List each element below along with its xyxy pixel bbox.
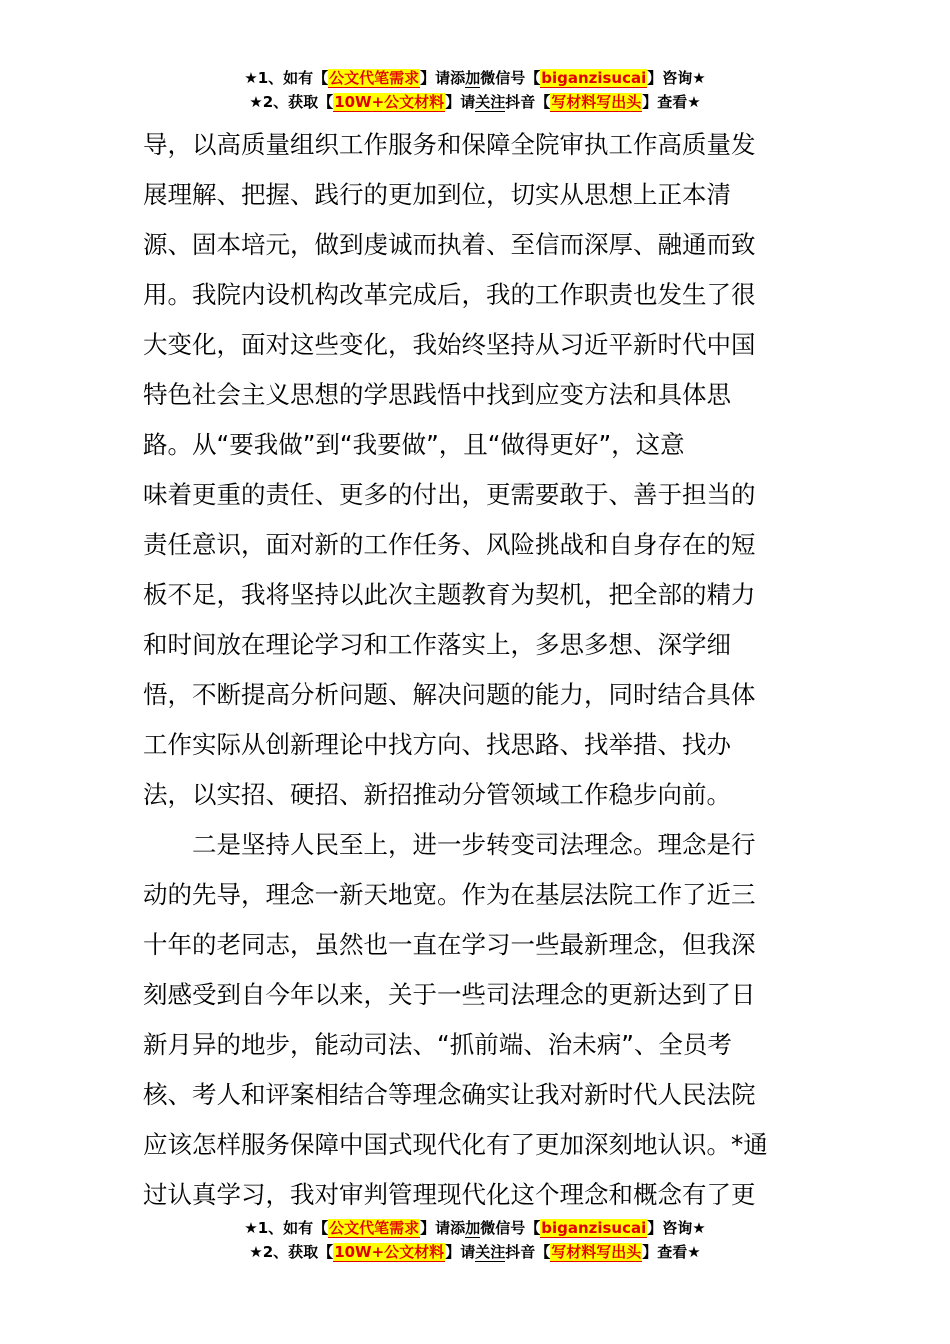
banner-text: 】请添 <box>420 69 466 87</box>
text-line: 大变化，面对这些变化，我始终坚持从习近平新时代中国 <box>143 330 756 359</box>
text-line: 新月异的地步，能动司法、“抓前端、治未病”、全员考 <box>143 1030 732 1059</box>
banner-highlight: 公文代笔需求 <box>329 1219 420 1237</box>
bottom-banner <box>0 1216 950 1264</box>
banner-text: 微信号【 <box>480 69 541 87</box>
text-line: 味着更重的责任、更多的付出，更需要敢于、善于担当的 <box>143 480 756 509</box>
text-line: 和时间放在理论学习和工作落实上，多思多想、深学细 <box>143 630 731 659</box>
banner-highlight: 10W+公文材料 <box>334 1243 445 1261</box>
banner-text: 】请 <box>445 1243 476 1261</box>
text-line: 用。我院内设机构改革完成后，我的工作职责也发生了很 <box>143 280 756 309</box>
banner-text: 】咨询★ <box>647 1219 706 1237</box>
text-line: 十年的老同志，虽然也一直在学习一些最新理念，但我深 <box>143 930 756 959</box>
text-line: 展理解、把握、践行的更加到位，切实从思想上正本清 <box>143 180 731 209</box>
text-line: 二是坚持人民至上，进一步转变司法理念。理念是行 <box>143 830 756 859</box>
banner-underline: 关注 <box>475 93 506 111</box>
banner-highlight: biganzisucai <box>541 1219 647 1237</box>
text-line: 工作实际从创新理论中找方向、找思路、找举措、找办 <box>143 730 731 759</box>
banner-text: ★2、获取【 <box>249 1243 334 1261</box>
banner-text: 抖音【 <box>505 1243 551 1261</box>
text-line: 应该怎样服务保障中国式现代化有了更加深刻地认识。*通 <box>143 1130 768 1159</box>
text-line: 过认真学习，我对审判管理现代化这个理念和概念有了更 <box>143 1180 756 1209</box>
banner-underline: 加 <box>465 1219 481 1237</box>
banner-line-1 <box>0 1216 950 1240</box>
text-line: 悟，不断提高分析问题、解决问题的能力，同时结合具体 <box>143 680 756 709</box>
banner-underline: 加 <box>465 69 481 87</box>
banner-highlight: 公文代笔需求 <box>329 69 420 87</box>
banner-text: ★1、如有【 <box>244 69 329 87</box>
banner-highlight: 写材料写出头 <box>551 1243 642 1261</box>
banner-underline: 关注 <box>475 1243 506 1261</box>
banner-text: 】请 <box>445 93 476 111</box>
banner-line-2 <box>0 1240 950 1264</box>
banner-text: 】请添 <box>420 1219 466 1237</box>
top-banner <box>0 66 950 114</box>
banner-text: 微信号【 <box>480 1219 541 1237</box>
banner-text: ★1、如有【 <box>244 1219 329 1237</box>
text-line: 导，以高质量组织工作服务和保障全院审执工作高质量发 <box>143 130 756 159</box>
document-body <box>143 120 811 1220</box>
text-line: 板不足，我将坚持以此次主题教育为契机，把全部的精力 <box>143 580 756 609</box>
banner-line-2 <box>0 90 950 114</box>
text-line: 刻感受到自今年以来，关于一些司法理念的更新达到了日 <box>143 980 756 1009</box>
text-line: 核、考人和评案相结合等理念确实让我对新时代人民法院 <box>143 1080 756 1109</box>
banner-text: 抖音【 <box>505 93 551 111</box>
text-line: 源、固本培元，做到虔诚而执着、至信而深厚、融通而致 <box>143 230 756 259</box>
banner-highlight: 写材料写出头 <box>551 93 642 111</box>
text-line: 动的先导，理念一新天地宽。作为在基层法院工作了近三 <box>143 880 756 909</box>
text-line: 责任意识，面对新的工作任务、风险挑战和自身存在的短 <box>143 530 756 559</box>
text-line: 路。从“要我做”到“我要做”，且“做得更好”，这意 <box>143 430 685 459</box>
banner-text: 】咨询★ <box>647 69 706 87</box>
banner-text: 】查看★ <box>642 93 701 111</box>
text-line: 特色社会主义思想的学思践悟中找到应变方法和具体思 <box>143 380 731 409</box>
banner-highlight: 10W+公文材料 <box>334 93 445 111</box>
banner-text: ★2、获取【 <box>249 93 334 111</box>
banner-text: 】查看★ <box>642 1243 701 1261</box>
banner-highlight: biganzisucai <box>541 69 647 87</box>
banner-line-1 <box>0 66 950 90</box>
text-line: 法，以实招、硬招、新招推动分管领域工作稳步向前。 <box>143 780 731 809</box>
